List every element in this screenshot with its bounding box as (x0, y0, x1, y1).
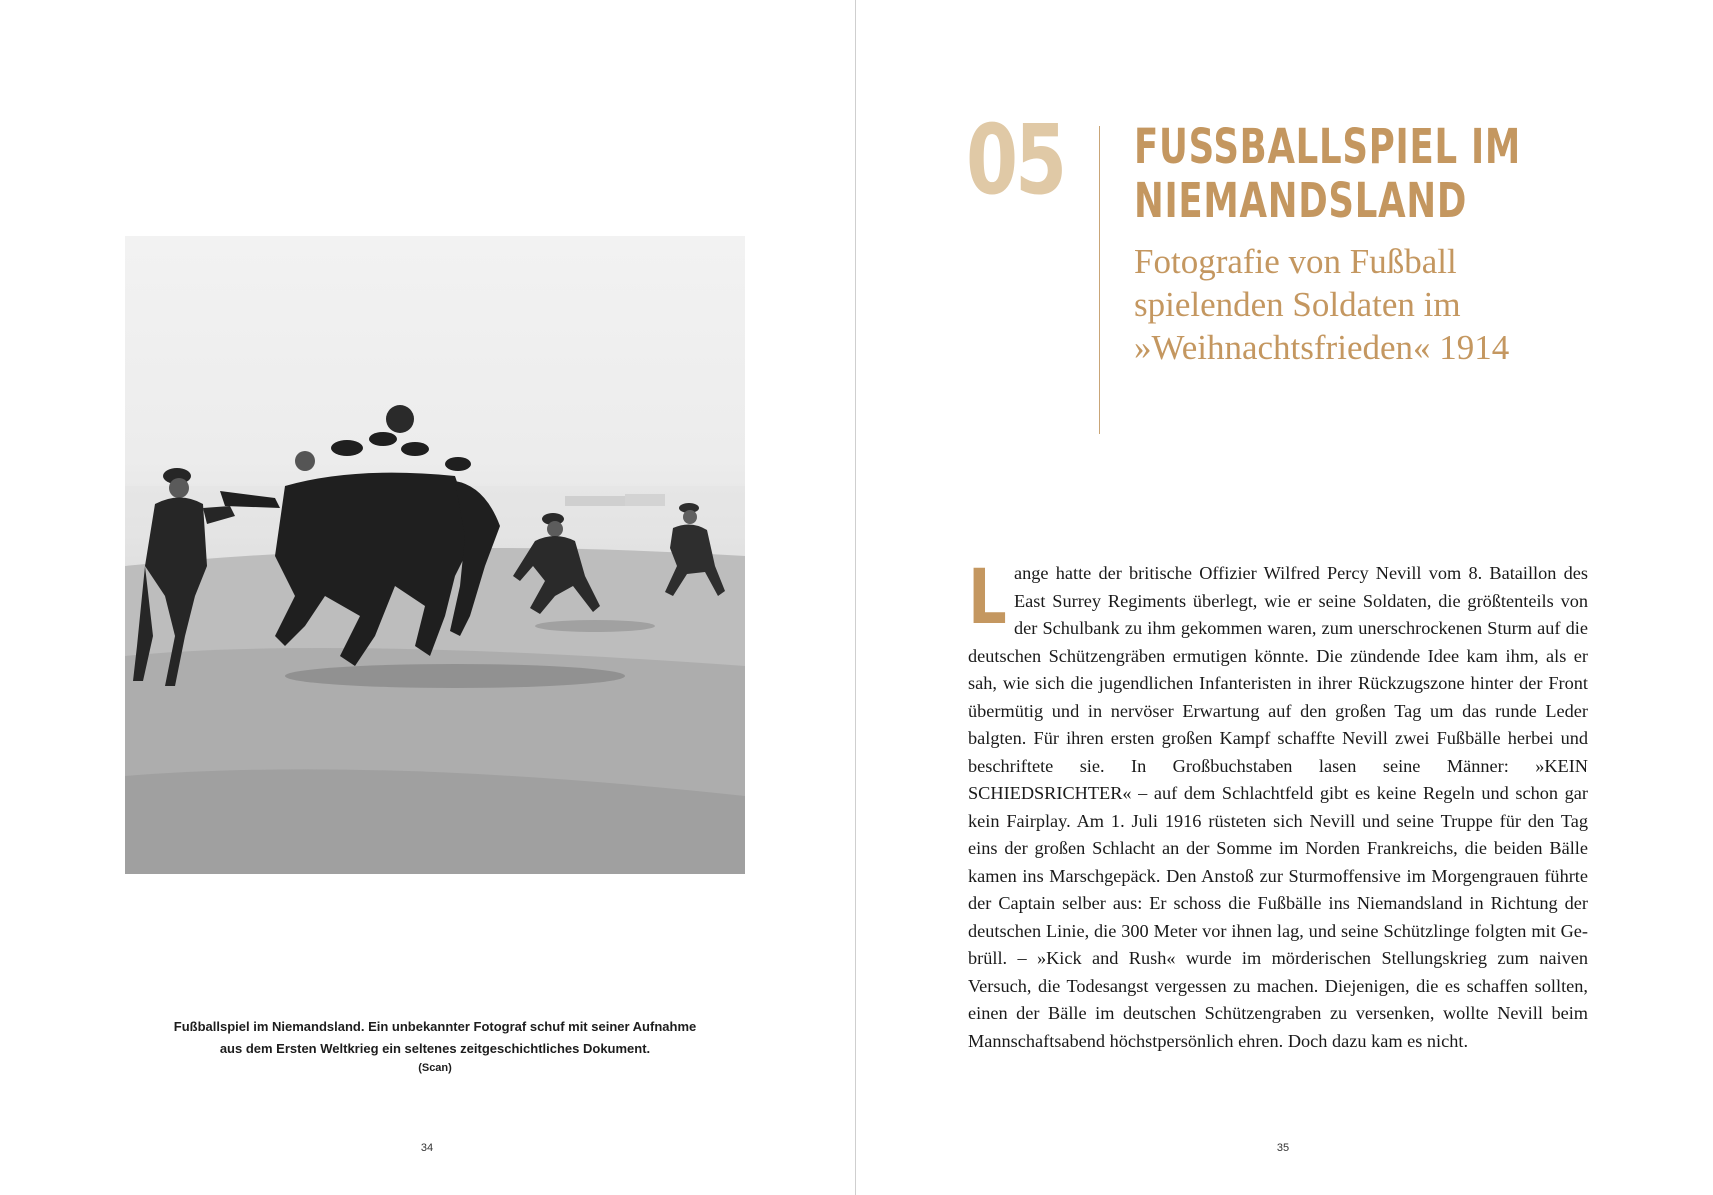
caption-credit: (Scan) (418, 1062, 452, 1074)
page-number-right: 35 (1276, 1142, 1290, 1154)
right-page (856, 0, 1713, 1195)
page-number-left: 34 (420, 1142, 434, 1154)
subtitle-line-2: spielenden Soldaten im (1134, 285, 1461, 324)
body-text: ange hatte der britische Offizier Wilfred Percy Nevill vom 8. Bataillon des East Surrey Regiments überlegt, wie er seine Soldaten, die größtenteils von der Schulbank zu ihm gekommen waren, zum unerschrockenen Sturm auf die deutschen Schützengräben ermutigen könnte. Die zündende Idee kam ihm, als er sah, wie sich die jugendlichen Infanteristen in ihrer Rückzugszone hinter der Front übermütig und in nervöser Erwartung auf den großen Tag um das runde Leder balgten. Für ihren ersten großen Kampf schaffte Nevill zwei Fußbälle herbei und beschriftete sie. In Großbuchstaben lasen seine Männer: »KEIN SCHIEDSRICHTER« – auf dem Schlachtfeld gibt es keine Regeln und schon gar kein Fairplay. Am 1. Juli 1916 rüsteten sich Nevill und seine Truppe für den Tag eins der großen Schlacht an der Somme im Norden Frankreichs, die beiden Bälle kamen ins Marschgepäck. Den Anstoß zur Sturmoffensive im Morgengrauen führte der Captain selber aus: Er schoss die Fußbälle ins Niemandsland in Richtung der deutschen Linie, die 300 Meter vor ihnen lag, und seine Schützlinge folgten mit Gebrüll. – »Kick and Rush« wurde im mörderischen Stellungskrieg zum naiven Versuch, die Todesangst vergessen zu machen. Diejenigen, die es schaffen sollten, einen der Bälle im deutschen Schützengraben zu versenken, wollte Nevill beim Mannschaftsabend höchstpersönlich ehren. Doch dazu kam es nicht. (968, 563, 1588, 1051)
chapter-title-line-1: FUSSBALLSPIEL IM (1134, 119, 1522, 175)
header-divider (1099, 126, 1100, 434)
drop-cap: L (968, 552, 1007, 641)
photo-caption (130, 1016, 740, 1076)
soldiers-football-photo (125, 236, 745, 874)
caption-line-1: Fußballspiel im Niemandsland. Ein unbekannter Fotograf schuf mit seiner Aufnahme (173, 1019, 697, 1034)
photo-illustration (125, 236, 745, 874)
left-page (0, 0, 855, 1195)
chapter-title-line-2: NIEMANDSLAND (1134, 173, 1468, 229)
subtitle-line-3: »Weihnachtsfrieden« 1914 (1134, 328, 1510, 367)
subtitle-line-1: Fotografie von Fußball (1134, 242, 1457, 281)
chapter-subtitle (1134, 240, 1594, 369)
body-paragraph (968, 552, 1588, 1055)
caption-line-2: aus dem Ersten Weltkrieg ein seltenes zeitgeschichtliches Dokument. (219, 1041, 651, 1056)
chapter-title (1134, 120, 1548, 228)
chapter-number: 05 (966, 104, 1064, 216)
